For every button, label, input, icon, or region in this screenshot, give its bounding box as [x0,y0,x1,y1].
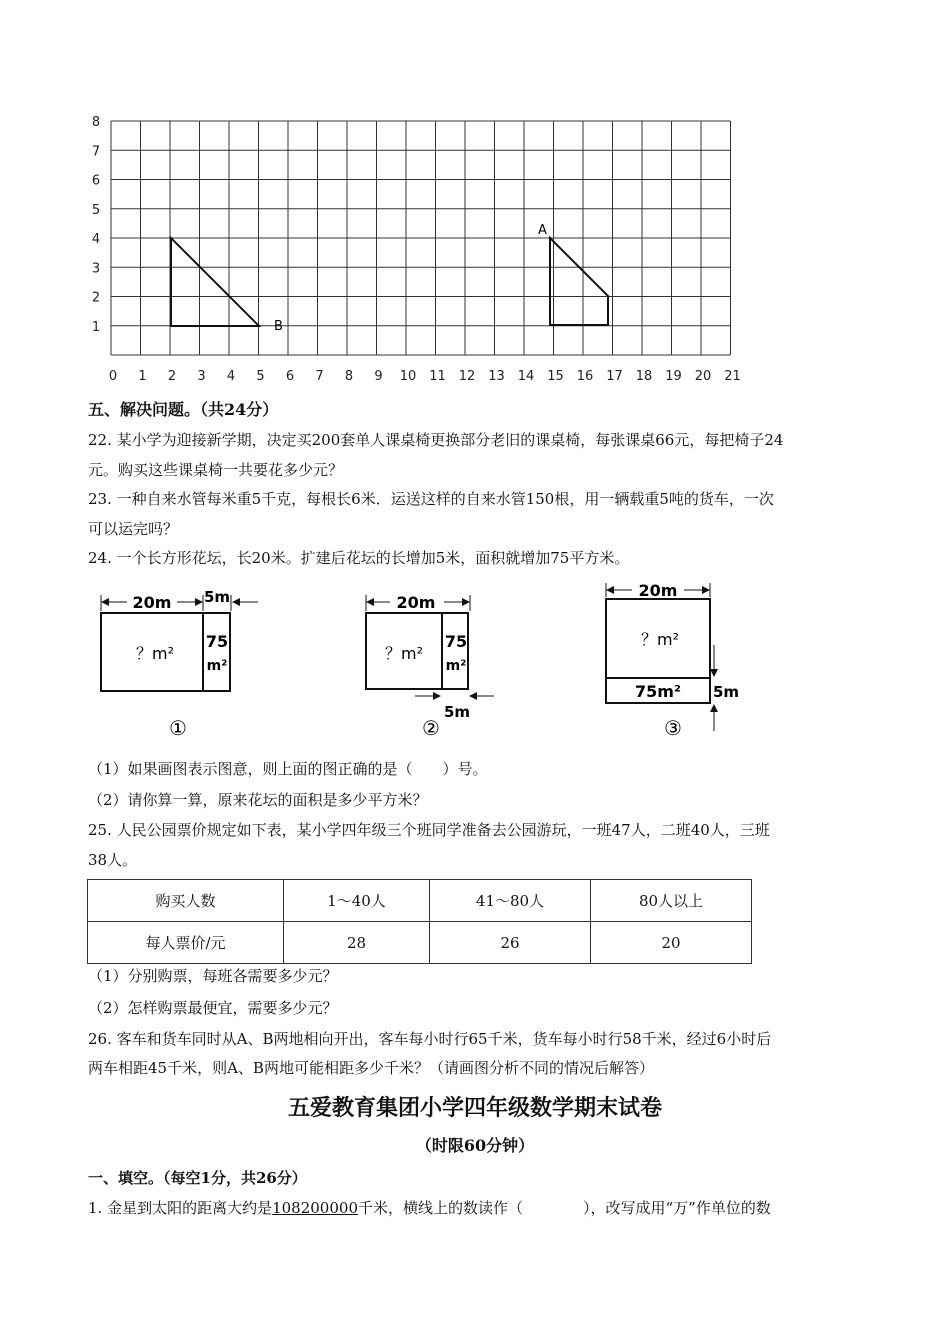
figure-2 [366,593,494,740]
y-tick-label: 8 [91,115,101,130]
quadrilateral-right [550,238,608,325]
x-tick-label: 2 [167,369,177,384]
x-tick-label: 11 [429,369,446,384]
fig2-area75-bottom: m² [445,658,467,674]
x-tick-label: 9 [374,369,383,384]
x-tick-label: 5 [256,369,265,384]
q23-line1: 23. 一种自来水管每米重5千克，每根长6米．运送这样的自来水管150根，用一辆载重5吨的货车，一次 [88,490,774,508]
x-tick-label: 19 [665,369,682,384]
table-cell: 41～80人 [430,880,591,922]
fig3-len20: 20m [638,581,678,600]
q25-line2: 38人。 [88,851,138,869]
fig1-len20: 20m [132,593,172,612]
y-tick-label: 3 [91,261,101,277]
exam-title: 五爱教育集团小学四年级数学期末试卷 [287,1095,662,1121]
x-tick-label: 7 [315,369,324,384]
y-tick-label: 4 [91,232,101,247]
q26-line2: 两车相距45千米，则A、B两地可能相距多少千米？（请画图分析不同的情况后解答） [88,1059,654,1077]
x-tick-label: 4 [226,369,236,384]
figure-3 [606,581,739,740]
exam-subtitle: （时限60分钟） [415,1136,535,1155]
q24-part1: （1）如果画图表示图意，则上面的图正确的是（ ）号。 [88,760,488,778]
fig3-label: ③ [664,716,682,740]
fig2-len5: 5m [443,703,471,721]
x-tick-label: 20 [694,369,712,384]
ticket-price-table [87,879,752,964]
table-cell: 28 [284,922,430,964]
fig1-area75-bottom: m² [206,658,228,674]
table-cell: 购买人数 [88,880,284,922]
q1-part-b: 千米，横线上的数读作（ ），改写成用“万”作单位的数 [358,1199,771,1217]
y-tick-label: 2 [91,290,101,306]
point-b-label: B [274,319,283,334]
x-tick-label: 3 [197,369,206,384]
fig3-area75: 75m² [635,682,681,701]
q1-text [88,1198,771,1218]
q24-part2: （2）请你算一算，原来花坛的面积是多少平方米？ [88,791,428,809]
x-tick-label: 1 [138,369,147,384]
q1-number: 108200000 [272,1199,358,1217]
q24-figures [0,575,950,745]
fig2-len20: 20m [396,593,436,612]
table-cell: 1～40人 [284,880,430,922]
x-tick-label: 15 [547,369,564,384]
q25-part2: （2）怎样购票最便宜，需要多少元？ [88,999,338,1017]
x-tick-label: 16 [576,369,594,384]
x-tick-label: 18 [635,369,653,384]
x-tick-label: 21 [724,369,741,384]
section1-title: 一、填空。（每空1分，共26分） [88,1169,307,1187]
x-tick-label: 14 [517,369,535,384]
fig2-unknown-area: ？m² [384,644,424,663]
table-row [88,880,752,922]
table-cell: 80人以上 [591,880,752,922]
q25-line1: 25. 人民公园票价规定如下表，某小学四年级三个班同学准备去公园游玩，一班47人，二班40人，三班 [88,821,770,839]
fig3-len5: 5m [712,683,740,701]
y-tick-label: 5 [91,202,101,218]
figure-1 [101,588,258,740]
table-cell: 20 [591,922,752,964]
grid-lines [111,121,731,355]
fig1-label: ① [169,716,187,740]
q25-part1: （1）分别购票，每班各需要多少元？ [88,967,338,985]
q1-part-a: 1. 金星到太阳的距离大约是 [88,1199,273,1217]
fig2-area75-top: 75 [444,632,468,651]
y-tick-label: 7 [91,144,101,160]
fig3-unknown-area: ？m² [640,630,680,649]
q26-line1: 26. 客车和货车同时从A、B两地相向开出，客车每小时行65千米，货车每小时行58千米，经过6小时后 [88,1030,772,1048]
section5-title: 五、解决问题。（共24分） [88,400,279,419]
x-tick-label: 12 [458,369,476,384]
table-row [88,922,752,964]
table-cell: 26 [430,922,591,964]
y-tick-label: 6 [91,173,101,189]
q23-line2: 可以运完吗？ [88,520,179,538]
x-tick-label: 0 [108,369,118,384]
q22-line2: 元。购买这些课桌椅一共要花多少元？ [88,461,344,479]
x-tick-label: 8 [344,369,354,384]
fig1-len5: 5m [203,588,231,606]
fig1-area75-top: 75 [205,632,229,651]
q22-line1: 22. 某小学为迎接新学期，决定买200套单人课桌椅更换部分老旧的课桌椅，每张课桌66元，每把椅子24 [88,431,784,449]
y-tick-label: 1 [91,319,101,335]
x-tick-label: 13 [488,369,505,384]
q24-text: 24. 一个长方形花坛，长20米。扩建后花坛的长增加5米，面积就增加75平方米。 [88,549,630,567]
x-tick-label: 10 [399,369,417,384]
table-cell: 每人票价/元 [88,922,284,964]
x-tick-label: 6 [285,369,295,384]
point-a-label: A [538,223,547,238]
fig2-label: ② [422,716,440,740]
fig1-unknown-area: ？m² [135,644,175,663]
triangle-left [171,238,259,326]
x-tick-label: 17 [606,369,623,384]
coordinate-grid [0,0,950,392]
